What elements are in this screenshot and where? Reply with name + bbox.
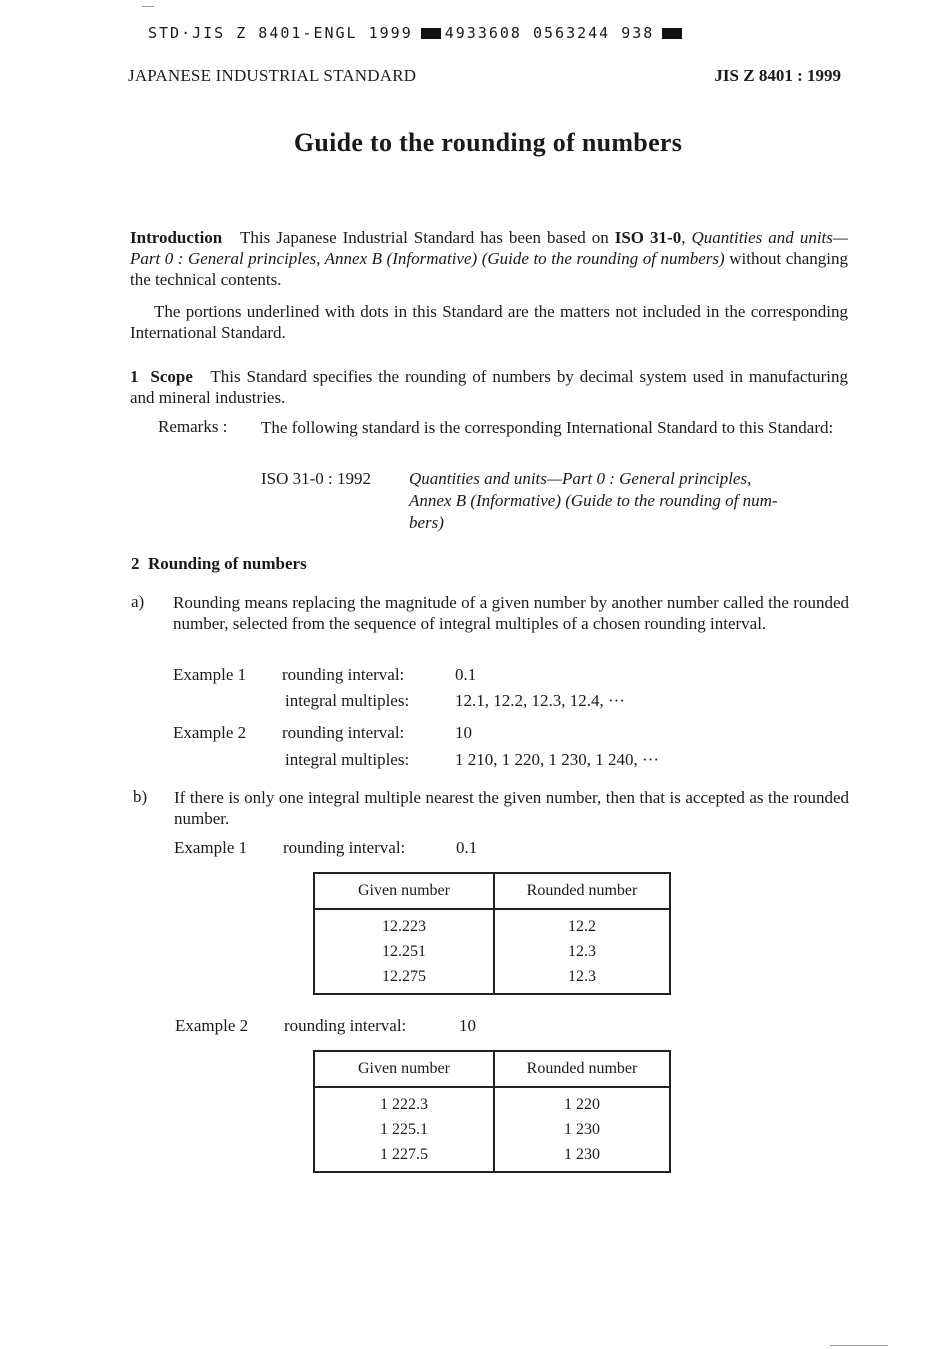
- redaction-block: [421, 28, 441, 39]
- reference-title-line-2: Annex B (Informative) (Guide to the rounding of num-: [409, 491, 778, 510]
- reference-title-line-1: Quantities and units—Part 0 : General principles,: [409, 469, 752, 488]
- section-2-title: Rounding of numbers: [148, 554, 307, 573]
- header-standard-number: JIS Z 8401 : 1999: [714, 66, 841, 85]
- introduction-label: Introduction: [130, 228, 223, 247]
- item-b-label: b): [133, 787, 148, 806]
- item-a-label: a): [131, 592, 145, 611]
- redaction-block: [662, 28, 682, 39]
- b-example-1-interval-label: rounding interval:: [283, 838, 406, 857]
- remarks-label: Remarks :: [158, 417, 228, 436]
- table-cell: 12.223: [382, 917, 426, 935]
- column-header: Given number: [314, 1051, 494, 1087]
- section-2-heading: [131, 554, 307, 574]
- table-cell: 12.3: [494, 939, 670, 964]
- column-header: Rounded number: [494, 1051, 670, 1087]
- stamp-prefix: STD·JIS Z 8401-ENGL 1999: [148, 24, 413, 42]
- scope-text: This Standard specifies the rounding of numbers by decimal system used in manufacturing and mineral industries.: [130, 367, 849, 407]
- b-example-1-interval-value: 0.1: [456, 838, 478, 857]
- remarks-text: The following standard is the corresponding International Standard to this Standard:: [261, 418, 834, 437]
- a-example-1-interval-value: 0.1: [455, 665, 477, 684]
- stamp-code: 4933608 0563244 938: [444, 24, 655, 42]
- rounding-table-example-2: [313, 1050, 671, 1173]
- scope-paragraph: [130, 366, 848, 408]
- table-header-row: [314, 873, 670, 909]
- table-row: [314, 939, 670, 964]
- a-example-2-interval-label: rounding interval:: [282, 723, 405, 742]
- item-b-text: If there is only one integral multiple nearest the given number, then that is accepted as the rounded number.: [174, 788, 849, 828]
- table-row: [314, 1142, 670, 1172]
- table-header-row: [314, 1051, 670, 1087]
- table-cell: 1 225.1: [380, 1120, 428, 1138]
- table-cell: 1 230: [494, 1117, 670, 1142]
- scope-number: 1: [130, 367, 139, 386]
- item-a-text: Rounding means replacing the magnitude of a given number by another number called the rounded number, selected from the sequence of integral multiples of a chosen rounding interval.: [173, 593, 849, 633]
- scan-mark: [830, 1345, 888, 1346]
- a-example-2-multiples-value: 1 210, 1 220, 1 230, 1 240, ···: [455, 750, 659, 769]
- iso-title: Quantities and units—Part 0 : General principles, Annex B (Informative) (Guide to the rounding of numbers): [130, 228, 848, 268]
- table-cell: 12.2: [494, 909, 670, 939]
- a-example-1-label: Example 1: [173, 665, 247, 684]
- column-header: Rounded number: [494, 873, 670, 909]
- introduction-text: This Japanese Industrial Standard has been based on: [239, 228, 609, 247]
- table-cell: 1 230: [494, 1142, 670, 1172]
- table-cell: 12.275: [382, 967, 426, 985]
- scan-mark: [142, 6, 154, 7]
- table-cell: 1 220: [494, 1087, 670, 1117]
- introduction-text-end: without changing the technical contents.: [130, 249, 849, 289]
- a-example-1-interval-label: rounding interval:: [282, 665, 405, 684]
- header-standard-label: JAPANESE INDUSTRIAL STANDARD: [128, 66, 417, 85]
- b-example-2-interval-label: rounding interval:: [284, 1016, 407, 1035]
- b-example-2-label: Example 2: [175, 1016, 249, 1035]
- scope-heading: Scope: [150, 367, 193, 386]
- table-row: [314, 909, 670, 939]
- a-example-2-interval-value: 10: [455, 723, 472, 742]
- introduction-paragraph: Introduction This Japanese Industrial Standard has been based on ISO 31-0, Quantities and units—Part 0 : General principles, Annex B (Informative) (Guide to the rounding of numbers) without changing the technical contents.: [130, 228, 849, 289]
- table-cell: 1 227.5: [380, 1145, 428, 1163]
- reference-code: ISO 31-0 : 1992: [261, 469, 372, 488]
- rounding-table-example-1: [313, 872, 671, 995]
- page-title: Guide to the rounding of numbers: [293, 128, 683, 157]
- a-example-1-multiples-value: 12.1, 12.2, 12.3, 12.4, ···: [455, 691, 625, 710]
- b-example-1-label: Example 1: [174, 838, 248, 857]
- table-row: [314, 964, 670, 994]
- a-example-1-multiples-label: integral multiples:: [285, 691, 410, 710]
- table-row: [314, 1117, 670, 1142]
- iso-reference: ISO 31-0: [614, 228, 682, 247]
- table-cell: 12.251: [382, 942, 426, 960]
- introduction-note: The portions underlined with dots in this Standard are the matters not included in the corresponding International Standard.: [130, 302, 848, 342]
- table-cell: 1 222.3: [380, 1095, 428, 1113]
- column-header: Given number: [314, 873, 494, 909]
- section-2-number: 2: [131, 554, 140, 573]
- reference-title-line-3: bers): [409, 513, 444, 532]
- table-cell: 12.3: [494, 964, 670, 994]
- a-example-2-multiples-label: integral multiples:: [285, 750, 410, 769]
- table-row: [314, 1087, 670, 1117]
- document-stamp: [148, 24, 686, 42]
- b-example-2-interval-value: 10: [459, 1016, 476, 1035]
- a-example-2-label: Example 2: [173, 723, 247, 742]
